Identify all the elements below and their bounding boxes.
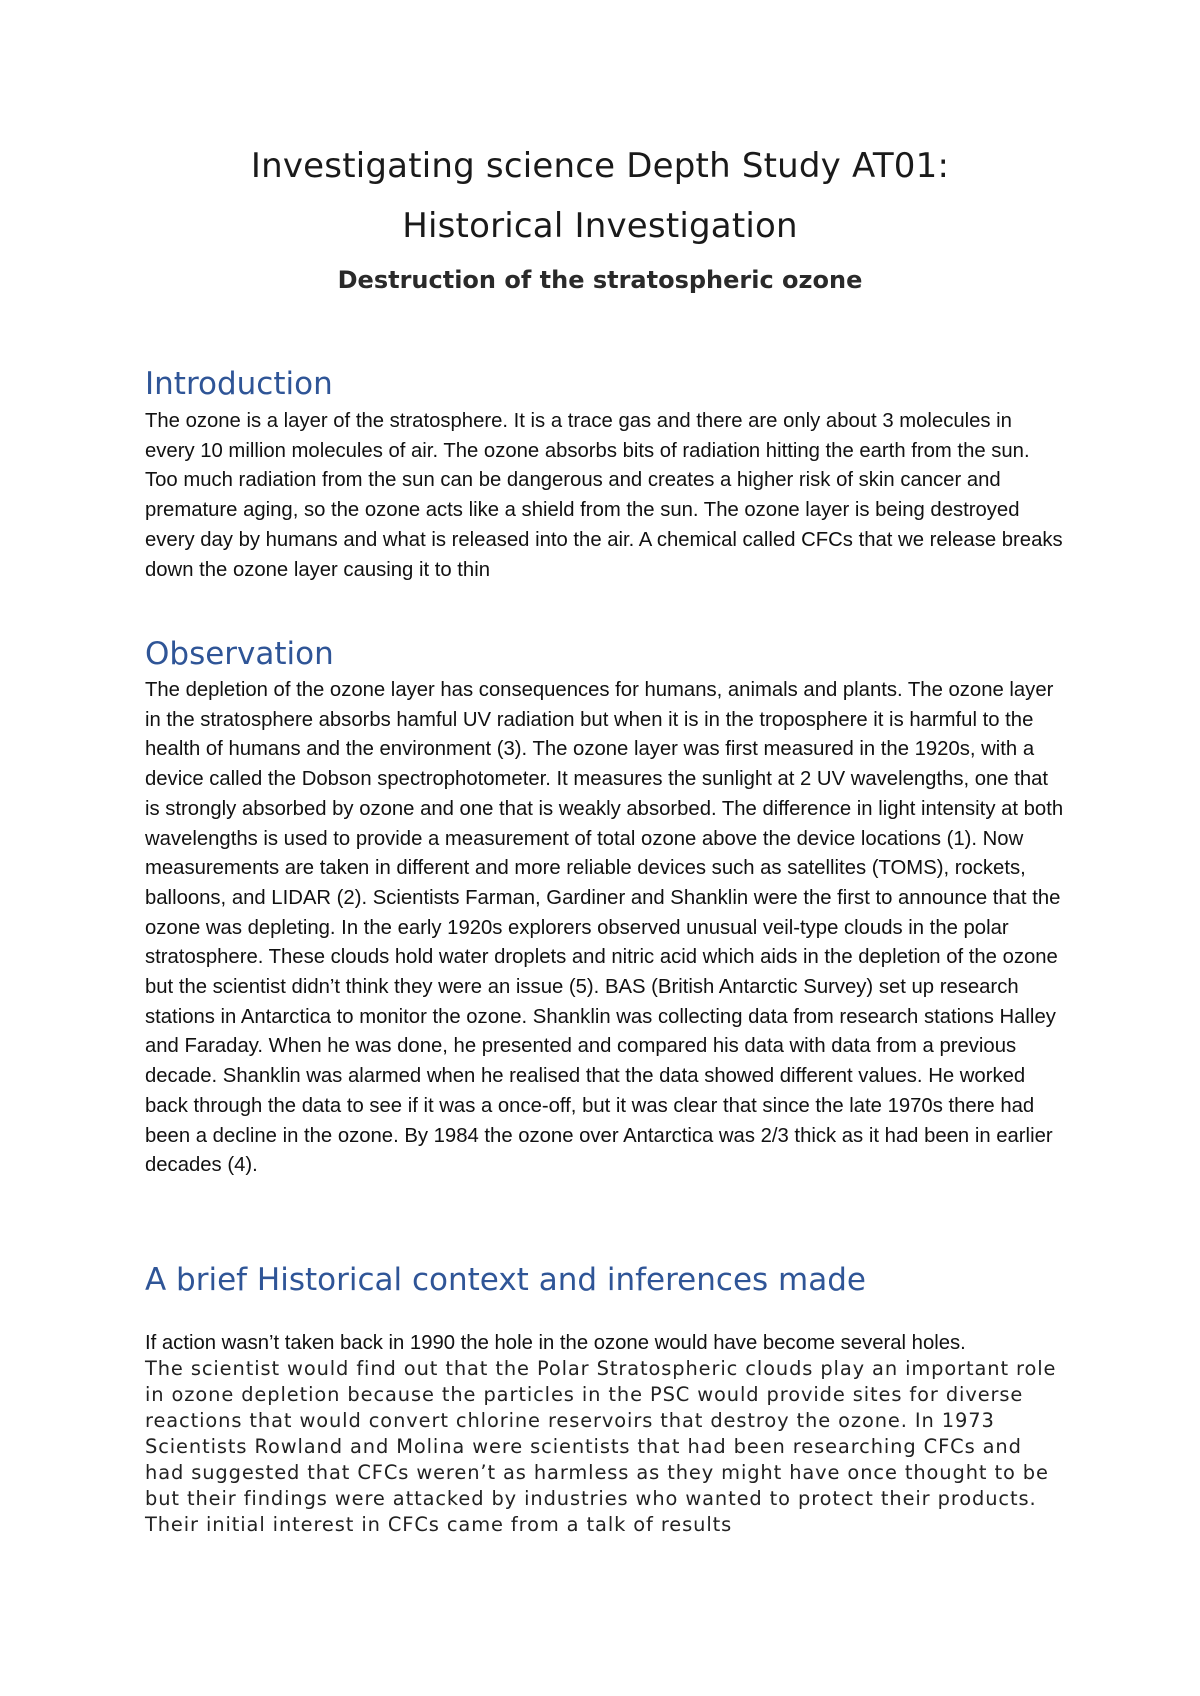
document-title-line-2: Historical Investigation [402, 206, 798, 246]
document-subtitle: Destruction of the stratospheric ozone [337, 266, 863, 294]
historical-lead-sentence: If action wasn’t taken back in 1990 the hole in the ozone would have become several holes. [145, 1332, 966, 1354]
historical-paragraph: The scientist would find out that the Polar Stratospheric clouds play an important role in ozone depletion because the particles in the PSC would provide sites for diverse reactions that would convert chlorine reservoirs that destroy the ozone. In 1973 Scientists Rowland and Molina were scientists that had been researching CFCs and had suggested that CFCs weren’t as harmless as they might have once thought to be but their findings were attacked by industries who wanted to protect their products. Their initial interest in CFCs came from a talk of results [145, 1357, 1057, 1536]
introduction-paragraph: The ozone is a layer of the stratosphere. It is a trace gas and there are only about 3 molecules in every 10 million molecules of air. The ozone absorbs bits of radiation hitting the earth from the sun. Too much radiation from the sun can be dangerous and creates a higher risk of skin cancer and premature aging, so the ozone acts like a shield from the sun. The ozone layer is being destroyed every day by humans and what is released into the air. A chemical called CFCs that we release breaks down the ozone layer causing it to thin [145, 410, 1063, 581]
observation-heading: Observation [145, 636, 334, 672]
document-title-line-1: Investigating science Depth Study AT01: [250, 146, 950, 186]
historical-context-heading: A brief Historical context and inferences made [145, 1262, 866, 1298]
introduction-heading: Introduction [145, 366, 333, 402]
observation-paragraph: The depletion of the ozone layer has consequences for humans, animals and plants. The ozone layer in the stratosphere absorbs hamful UV radiation but when it is in the troposphere it is harmful to the health of humans and the environment (3). The ozone layer was first measured in the 1920s, with a device called the Dobson spectrophotometer. It measures the sunlight at 2 UV wavelengths, one that is strongly absorbed by ozone and one that is weakly absorbed. The difference in light intensity at both wavelengths is used to provide a measurement of total ozone above the device locations (1). Now measurements are taken in different and more reliable devices such as satellites (TOMS), rockets, balloons, and LIDAR (2). Scientists Farman, Gardiner and Shanklin were the first to announce that the ozone was depleting. In the early 1920s explorers observed unusual veil-type clouds in the polar stratosphere. These clouds hold water droplets and nitric acid which aids in the depletion of the ozone but the scientist didn’t think they were an issue (5). BAS (British Antarctic Survey) set up research stations in Antarctica to monitor the ozone. Shanklin was collecting data from research stations Halley and Faraday. When he was done, he presented and compared his data with data from a previous decade. Shanklin was alarmed when he realised that the data showed different values. He worked back through the data to see if it was a once-off, but it was clear that since the late 1970s there had been a decline in the ozone. By 1984 the ozone over Antarctica was 2/3 thick as it had been in earlier decades (4). [145, 679, 1064, 1177]
